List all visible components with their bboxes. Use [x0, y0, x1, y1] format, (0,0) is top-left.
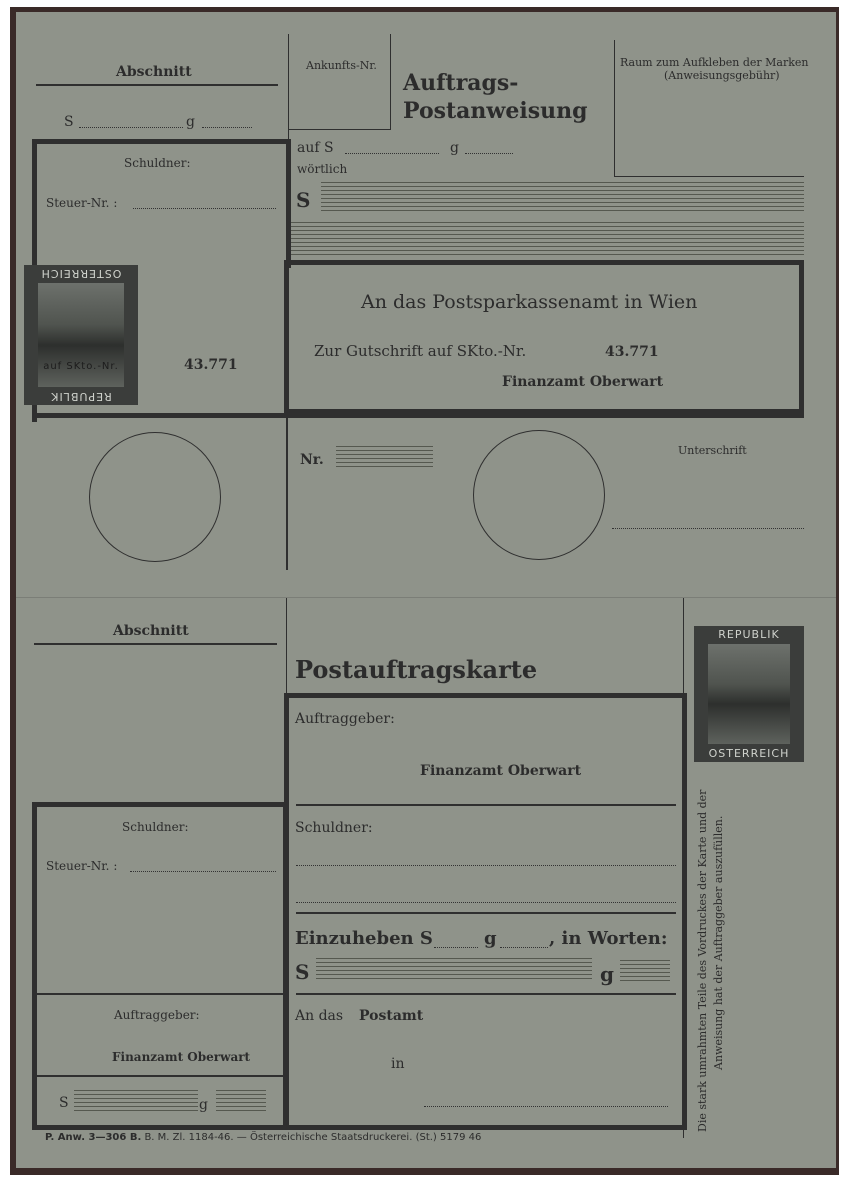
divider [286, 418, 288, 570]
lower-s-small: S [59, 1095, 69, 1111]
divider [296, 993, 676, 995]
upper-abschnitt-s-label: S [64, 114, 74, 130]
lower-steuer-nr-field[interactable] [130, 871, 276, 872]
einzuheben-g-label: g [484, 928, 497, 949]
schuldner-line-1[interactable] [296, 865, 676, 866]
lower-s-big: S [295, 960, 310, 984]
einzuheben-label: Einzuheben S [295, 928, 433, 949]
footer [45, 1132, 481, 1143]
divider [296, 912, 676, 914]
postage-stamp-lower [694, 626, 804, 762]
footer-imprint: B. M. Zl. 1184-46. — Österreichische Staatsdruckerei. (St.) 5179 46 [144, 1132, 482, 1143]
finanzamt-left: Finanzamt Oberwart [112, 1050, 251, 1064]
lower-g-small: g [199, 1097, 208, 1113]
upper-title-line2: Postanweisung [403, 98, 588, 124]
postmark-circle-left [89, 432, 221, 562]
stamp-overprint: auf SKto.-Nr. [43, 361, 119, 372]
upper-abschnitt-g-label: g [186, 114, 195, 130]
side-note-line2: Anweisung hat der Auftraggeber auszufüllen. [712, 815, 725, 1070]
fold-line [16, 597, 836, 598]
finanzamt-lower: Finanzamt Oberwart [420, 763, 582, 779]
gutschrift-label: Zur Gutschrift auf SKto.-Nr. [314, 342, 527, 360]
in-label: in [391, 1056, 405, 1072]
lower-g-amount-field[interactable] [216, 1090, 266, 1112]
lower-schuldner-frame [32, 802, 288, 1130]
lower-abschnitt-title: Abschnitt [113, 623, 189, 639]
worten-amount-field[interactable] [316, 958, 592, 982]
ankunfts-nr-label: Ankunfts-Nr. [306, 59, 377, 72]
worten-g-field[interactable] [620, 960, 670, 982]
divider [32, 413, 804, 418]
einzuheben-s-field[interactable] [434, 947, 478, 948]
woertlich-label: wörtlich [297, 162, 348, 176]
stamp-area-label: Raum zum Aufkleben der Marken [620, 56, 809, 69]
stamp-republik: REPUBLIK [718, 628, 780, 641]
upper-title-line1: Auftrags- [403, 70, 519, 96]
amount-in-words-field[interactable] [321, 182, 804, 212]
nr-label: Nr. [300, 452, 324, 468]
upper-s-big: S [296, 188, 311, 212]
auf-s-label: auf S [297, 140, 334, 156]
postamt-label: Postamt [359, 1008, 424, 1024]
finanzamt-upper: Finanzamt Oberwart [502, 374, 664, 390]
stamp-landscape [708, 644, 790, 744]
auf-g-field[interactable] [465, 153, 513, 154]
auf-g-label: g [450, 140, 459, 156]
divider [288, 129, 391, 130]
divider [37, 993, 283, 995]
lower-g-big: g [600, 962, 614, 986]
steuer-nr-label: Steuer-Nr. : [46, 196, 118, 210]
signature-field[interactable] [612, 528, 804, 529]
upper-abschnitt-title: Abschnitt [116, 64, 192, 80]
lower-s-amount-field[interactable] [74, 1090, 198, 1112]
schuldner-left-label: Schuldner: [122, 820, 189, 834]
divider [37, 1075, 283, 1077]
stamp-area-sublabel: (Anweisungsgebühr) [664, 69, 780, 82]
form-paper [16, 12, 836, 1168]
divider [34, 643, 277, 645]
stamp-country: OSTERREICH [40, 267, 122, 280]
divider [296, 804, 676, 806]
amount-s-field[interactable] [79, 127, 183, 128]
stamp-republik: REPUBLIK [50, 390, 112, 403]
auftraggeber-left-label: Auftraggeber: [114, 1008, 200, 1022]
postmark-circle-right [473, 430, 605, 560]
side-note-line1: Die stark umrahmten Teile des Vordruckes der Karte und der [696, 789, 709, 1132]
auftraggeber-label: Auftraggeber: [295, 711, 395, 727]
addressee-text: An das Postsparkassenamt in Wien [361, 291, 698, 313]
amount-g-field[interactable] [202, 127, 252, 128]
account-number: 43.771 [605, 344, 659, 360]
postage-stamp [24, 265, 138, 405]
lower-title: Postauftragskarte [295, 655, 538, 684]
an-das-label: An das [295, 1008, 344, 1024]
divider [36, 84, 278, 86]
schuldner-right-label: Schuldner: [295, 820, 373, 836]
lower-steuer-nr-label: Steuer-Nr. : [46, 859, 118, 873]
divider [288, 34, 289, 140]
amount-in-words-field-2[interactable] [288, 222, 804, 256]
account-number-left: 43.771 [184, 357, 238, 373]
stamp-country: OSTERREICH [708, 747, 790, 760]
schuldner-line-2[interactable] [296, 902, 676, 903]
steuer-nr-field[interactable] [133, 208, 276, 209]
nr-field[interactable] [336, 446, 433, 468]
in-worten-label: , in Worten: [549, 928, 668, 949]
divider [390, 34, 391, 130]
footer-code: P. Anw. 3—306 B. [45, 1132, 142, 1143]
unterschrift-label: Unterschrift [678, 444, 747, 457]
schuldner-label: Schuldner: [124, 156, 191, 170]
auf-s-field[interactable] [345, 153, 439, 154]
einzuheben-g-field[interactable] [500, 947, 548, 948]
postamt-location-field[interactable] [424, 1106, 668, 1107]
addressee-box [284, 260, 804, 414]
